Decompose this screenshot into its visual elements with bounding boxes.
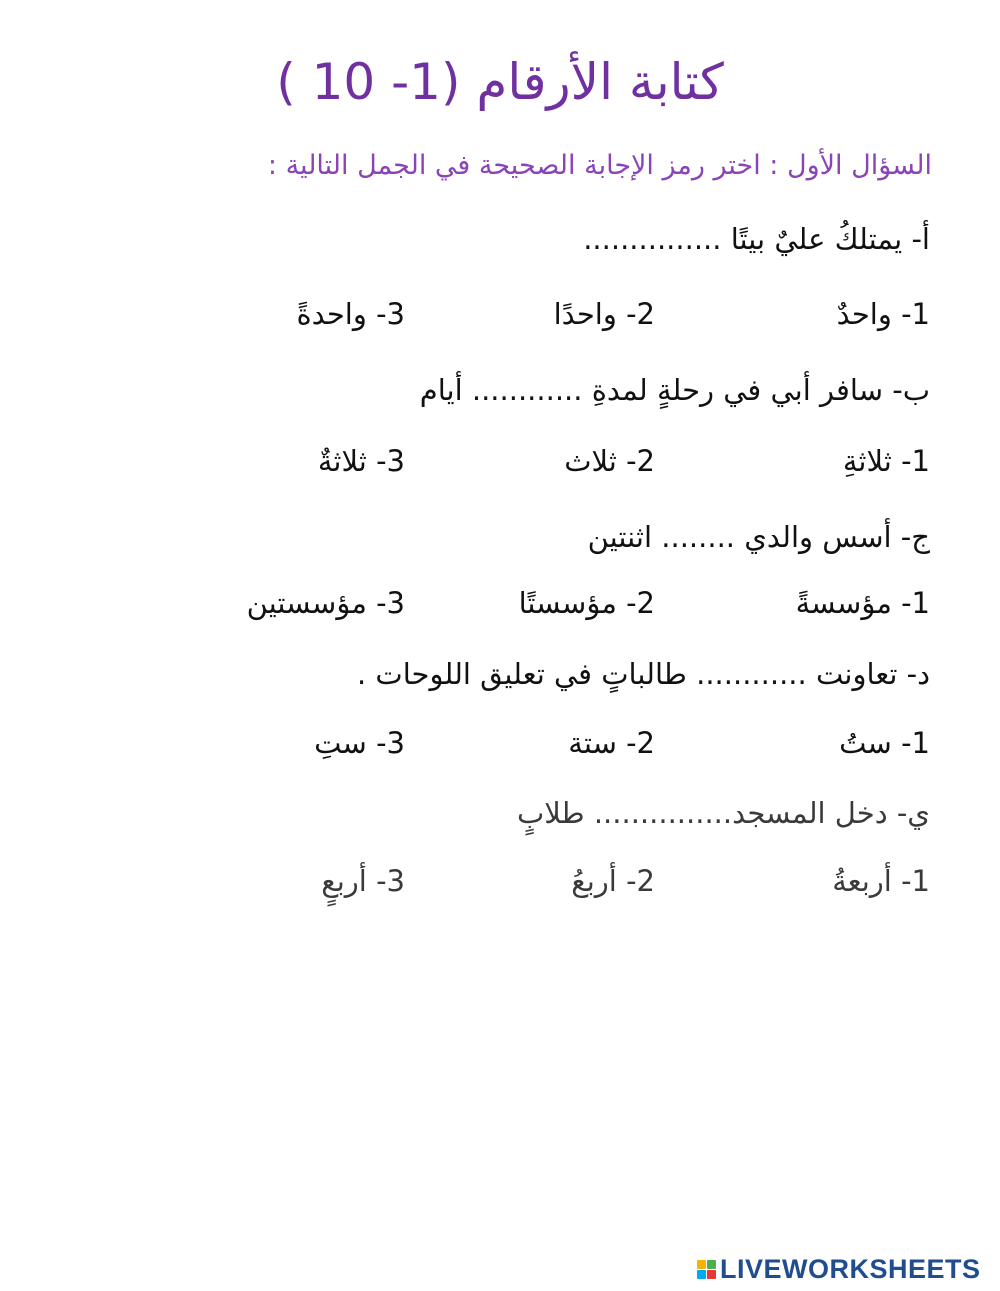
question-e-options bbox=[0, 864, 1000, 908]
logo-cube bbox=[707, 1260, 716, 1269]
worksheet-title: كتابة الأرقام (1- 10 ) bbox=[276, 53, 724, 111]
option-c-3[interactable]: 3- مؤسستين bbox=[246, 586, 405, 620]
option-e-1[interactable]: 1- أربعةُ bbox=[832, 864, 930, 898]
question-d-options bbox=[0, 726, 1000, 770]
option-c-2[interactable]: 2- مؤسستًا bbox=[518, 586, 655, 620]
logo-cube bbox=[697, 1270, 706, 1279]
question-c-text: ج- أسس والدي ........ اثنتين bbox=[587, 520, 930, 554]
option-a-2[interactable]: 2- واحدًا bbox=[553, 297, 655, 331]
option-e-2[interactable]: 2- أربعُ bbox=[571, 864, 655, 898]
brand-name: LIVEWORKSHEETS bbox=[720, 1254, 981, 1284]
option-b-2[interactable]: 2- ثلاث bbox=[564, 444, 655, 478]
option-d-1[interactable]: 1- ستُ bbox=[839, 726, 930, 760]
option-c-1[interactable]: 1- مؤسسةً bbox=[795, 586, 930, 620]
question-e-text: ي- دخل المسجد............... طلابٍ bbox=[516, 796, 930, 830]
question-b-options bbox=[0, 444, 1000, 488]
logo-cube bbox=[697, 1260, 706, 1269]
question-a-options bbox=[0, 297, 1000, 341]
option-e-3[interactable]: 3- أربعٍ bbox=[321, 864, 405, 898]
question-a-text: أ- يمتلكُ عليٌ بيتًا ............... bbox=[583, 222, 930, 256]
question-d-text: د- تعاونت ............ طالباتٍ في تعليق اللوحات . bbox=[356, 657, 930, 691]
option-d-2[interactable]: 2- ستة bbox=[568, 726, 655, 760]
option-b-3[interactable]: 3- ثلاثةٌ bbox=[317, 444, 405, 478]
logo-cube bbox=[707, 1270, 716, 1279]
question-b-text: ب- سافر أبي في رحلةٍ لمدةِ ............ أيام bbox=[419, 373, 930, 407]
question-c-options bbox=[0, 586, 1000, 630]
option-b-1[interactable]: 1- ثلاثةِ bbox=[842, 444, 930, 478]
option-a-1[interactable]: 1- واحدٌ bbox=[836, 297, 930, 331]
question-instruction: السؤال الأول : اختر رمز الإجابة الصحيحة في الجمل التالية : bbox=[267, 150, 932, 181]
option-a-3[interactable]: 3- واحدةً bbox=[296, 297, 405, 331]
liveworksheets-logo[interactable] bbox=[697, 1256, 981, 1283]
logo-cubes-icon bbox=[697, 1260, 716, 1279]
option-d-3[interactable]: 3- ستِ bbox=[314, 726, 405, 760]
